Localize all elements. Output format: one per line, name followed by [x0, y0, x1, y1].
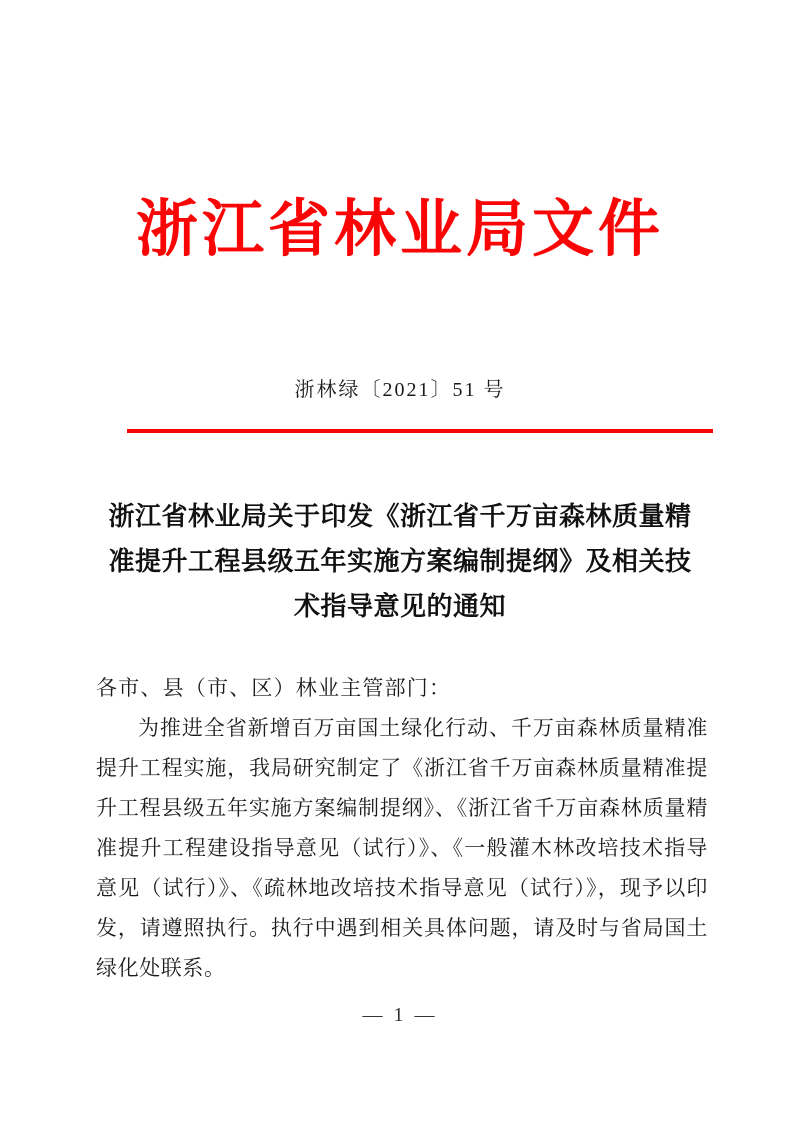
page-footer: [0, 1004, 800, 1027]
masthead: [0, 196, 800, 264]
masthead-title: 浙江省林业局文件: [135, 196, 664, 264]
document-body: [96, 668, 708, 988]
footer-left-dash: —: [362, 1004, 386, 1026]
document-serial-number: 浙林绿〔2021〕51 号: [294, 379, 506, 401]
red-divider-rule: [127, 429, 713, 433]
footer-right-dash: —: [414, 1004, 438, 1026]
document-title: 浙江省林业局关于印发《浙江省千万亩森林质量精准提升工程县级五年实施方案编制提纲》及相关技术指导意见的通知: [108, 502, 692, 621]
body-paragraph: 为推进全省新增百万亩国土绿化行动、千万亩森林质量精准提升工程实施，我局研究制定了《浙江省千万亩森林质量精准提升工程县级五年实施方案编制提纲》、《浙江省千万亩森林质量精准提升工程建设指导意见（试行）》、《一般灌木林改培技术指导意见（试行）》、《疏林地改培技术指导意见（试行）》，现予以印发，请遵照执行。执行中遇到相关具体问题，请及时与省局国土绿化处联系。: [96, 716, 708, 980]
footer-page-number: 1: [393, 1004, 407, 1026]
salutation: 各市、县（市、区）林业主管部门：: [96, 676, 452, 700]
